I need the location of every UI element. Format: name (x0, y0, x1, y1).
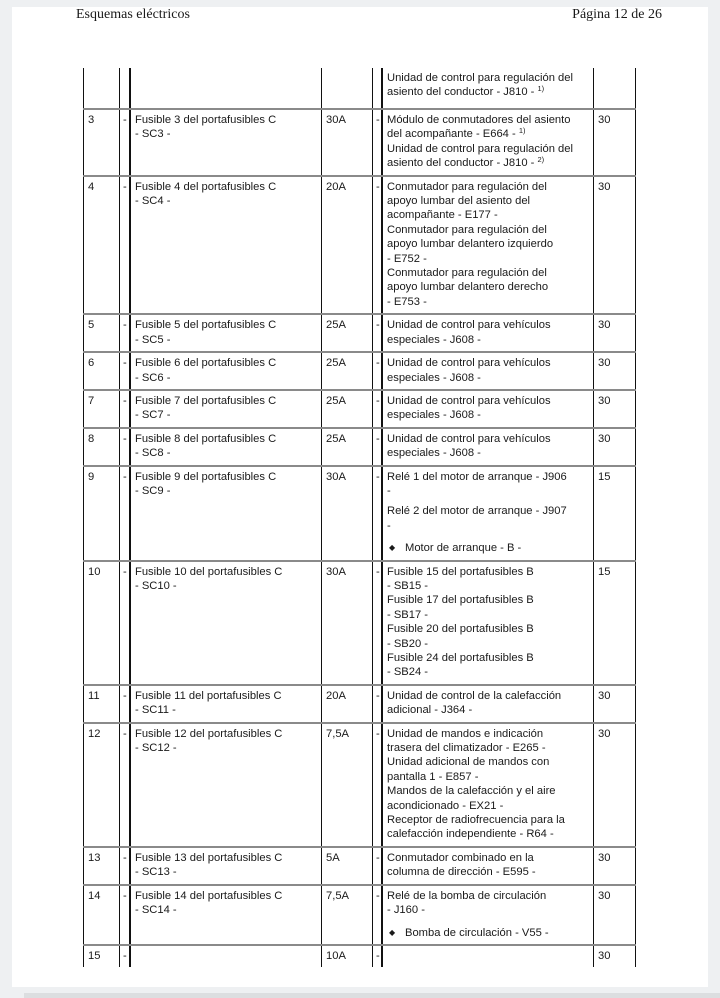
cell-terminal: 30 (593, 724, 636, 846)
cell-marker: - (372, 848, 381, 884)
cell-marker: - (119, 467, 129, 560)
cell-marker: - (372, 946, 381, 967)
cell-fuse: Fusible 13 del portafusibles C - SC13 - (129, 848, 321, 884)
cell-component: Unidad de control para vehículos especiales - J608 - (381, 353, 593, 389)
table-row (83, 560, 636, 684)
cell-marker: - (372, 429, 381, 465)
cell-fuse: Fusible 5 del portafusibles C - SC5 - (129, 315, 321, 351)
cell-marker: - (119, 391, 129, 427)
cell-component: Conmutador para regulación del apoyo lumbar del asiento del acompañante - E177 - Conmutador para regulación del apoyo lumbar delantero izquierdo - E752 - Conmutador para regulación del apoyo lumbar delantero derecho - E753 - (381, 177, 593, 314)
cell-terminal: 30 (593, 177, 636, 314)
table-row (83, 389, 636, 427)
cell-terminal (593, 68, 636, 108)
cell-marker: - (119, 886, 129, 944)
cell-marker (119, 68, 129, 108)
cell-marker: - (372, 391, 381, 427)
cell-marker: - (119, 177, 129, 314)
cell-marker: - (372, 562, 381, 684)
cell-rating (321, 68, 372, 108)
cell-marker: - (372, 315, 381, 351)
table-row (83, 722, 636, 846)
cell-terminal: 30 (593, 946, 636, 967)
document-page (12, 7, 708, 987)
cell-component: Unidad de control para vehículos especiales - J608 - (381, 429, 593, 465)
cell-fuse (129, 68, 321, 108)
cell-terminal: 15 (593, 467, 636, 560)
diamond-bullet-icon: ◆ (389, 927, 396, 937)
cell-marker: - (119, 686, 129, 722)
table-row (83, 944, 636, 967)
cell-marker: - (119, 724, 129, 846)
cell-fuse: Fusible 12 del portafusibles C - SC12 - (129, 724, 321, 846)
cell-marker: - (372, 724, 381, 846)
cell-component: Relé de la bomba de circulación - J160 - ◆ Bomba de circulación - V55 - (381, 886, 593, 944)
cell-fuse: Fusible 10 del portafusibles C - SC10 - (129, 562, 321, 684)
table-row (83, 175, 636, 314)
cell-number: 13 (83, 848, 119, 884)
cell-marker: - (119, 353, 129, 389)
cell-marker: - (372, 110, 381, 175)
cell-number: 15 (83, 946, 119, 967)
table-row-continued (83, 68, 636, 108)
cell-marker: - (372, 886, 381, 944)
cell-marker (372, 68, 381, 108)
cell-component: Módulo de conmutadores del asiento del acompañante - E664 - $^{1)}$ Unidad de control para regulación del asiento del conductor - J810 - $^{2)}$ (381, 110, 593, 175)
cell-component: Unidad de control para vehículos especiales - J608 - (381, 391, 593, 427)
page-bottom-edge (24, 993, 720, 998)
cell-rating: 10A (321, 946, 372, 967)
cell-rating: 30A (321, 562, 372, 684)
cell-marker: - (372, 177, 381, 314)
cell-component: Unidad de control para vehículos especiales - J608 - (381, 315, 593, 351)
diamond-bullet-icon: ◆ (389, 543, 396, 553)
table-row (83, 108, 636, 175)
cell-marker: - (119, 110, 129, 175)
table-row (83, 313, 636, 351)
cell-rating: 25A (321, 353, 372, 389)
cell-marker: - (119, 429, 129, 465)
cell-rating: 25A (321, 429, 372, 465)
cell-rating: 25A (321, 315, 372, 351)
cell-terminal: 30 (593, 686, 636, 722)
cell-number: 7 (83, 391, 119, 427)
cell-rating: 7,5A (321, 886, 372, 944)
bullet-item: ◆ Motor de arranque - B - (389, 542, 522, 555)
cell-rating: 5A (321, 848, 372, 884)
cell-fuse: Fusible 8 del portafusibles C - SC8 - (129, 429, 321, 465)
table-row (83, 351, 636, 389)
table-row (83, 465, 636, 560)
cell-fuse: Fusible 4 del portafusibles C - SC4 - (129, 177, 321, 314)
cell-component: Unidad de control de la calefacción adicional - J364 - (381, 686, 593, 722)
cell-component: Relé 1 del motor de arranque - J906 - Relé 2 del motor de arranque - J907 - ◆ Motor de arranque - B - (381, 467, 593, 560)
cell-marker: - (119, 848, 129, 884)
cell-component: Conmutador combinado en la columna de dirección - E595 - (381, 848, 593, 884)
cell-marker: - (119, 562, 129, 684)
cell-component: Fusible 15 del portafusibles B - SB15 - Fusible 17 del portafusibles B - SB17 - Fusible 20 del portafusibles B - SB20 - Fusible 24 del portafusibles B - SB24 - (381, 562, 593, 684)
cell-number: 8 (83, 429, 119, 465)
cell-terminal: 30 (593, 353, 636, 389)
cell-marker: - (372, 353, 381, 389)
bullet-item: ◆ Bomba de circulación - V55 - (389, 926, 549, 939)
cell-number: 10 (83, 562, 119, 684)
cell-terminal: 30 (593, 886, 636, 944)
table-row (83, 884, 636, 944)
cell-terminal: 15 (593, 562, 636, 684)
cell-fuse: Fusible 9 del portafusibles C - SC9 - (129, 467, 321, 560)
cell-component: Unidad de mandos e indicación trasera del climatizador - E265 - Unidad adicional de mandos con pantalla 1 - E857 - Mandos de la calefacción y el aire acondicionado - EX21 - Receptor de radiofrecuencia para la calefacción independiente - R64 - (381, 724, 593, 846)
cell-fuse: Fusible 6 del portafusibles C - SC6 - (129, 353, 321, 389)
cell-marker: - (372, 467, 381, 560)
cell-fuse: Fusible 3 del portafusibles C - SC3 - (129, 110, 321, 175)
cell-rating: 25A (321, 391, 372, 427)
fuse-table (83, 68, 636, 967)
cell-number: 11 (83, 686, 119, 722)
cell-number (83, 68, 119, 108)
cell-terminal: 30 (593, 315, 636, 351)
cell-terminal: 30 (593, 429, 636, 465)
cell-rating: 30A (321, 467, 372, 560)
cell-number: 6 (83, 353, 119, 389)
cell-number: 9 (83, 467, 119, 560)
cell-rating: 7,5A (321, 724, 372, 846)
cell-fuse: Fusible 7 del portafusibles C - SC7 - (129, 391, 321, 427)
page-indicator: Página 12 de 26 (572, 7, 662, 22)
cell-fuse: Fusible 11 del portafusibles C - SC11 - (129, 686, 321, 722)
cell-marker: - (119, 946, 129, 967)
cell-number: 5 (83, 315, 119, 351)
cell-rating: 30A (321, 110, 372, 175)
table-row (83, 684, 636, 722)
page-header (76, 7, 662, 27)
cell-fuse: Fusible 14 del portafusibles C - SC14 - (129, 886, 321, 944)
cell-terminal: 30 (593, 848, 636, 884)
cell-marker: - (119, 315, 129, 351)
cell-number: 14 (83, 886, 119, 944)
cell-rating: 20A (321, 686, 372, 722)
cell-rating: 20A (321, 177, 372, 314)
cell-terminal: 30 (593, 391, 636, 427)
cell-terminal: 30 (593, 110, 636, 175)
cell-number: 12 (83, 724, 119, 846)
document-title: Esquemas eléctricos (76, 7, 190, 22)
cell-component (381, 946, 593, 967)
table-row (83, 427, 636, 465)
cell-fuse (129, 946, 321, 967)
cell-component: Unidad de control para regulación del asiento del conductor - J810 - $^{1)}$ (381, 68, 593, 108)
table-row (83, 846, 636, 884)
cell-number: 4 (83, 177, 119, 314)
cell-marker: - (372, 686, 381, 722)
cell-number: 3 (83, 110, 119, 175)
